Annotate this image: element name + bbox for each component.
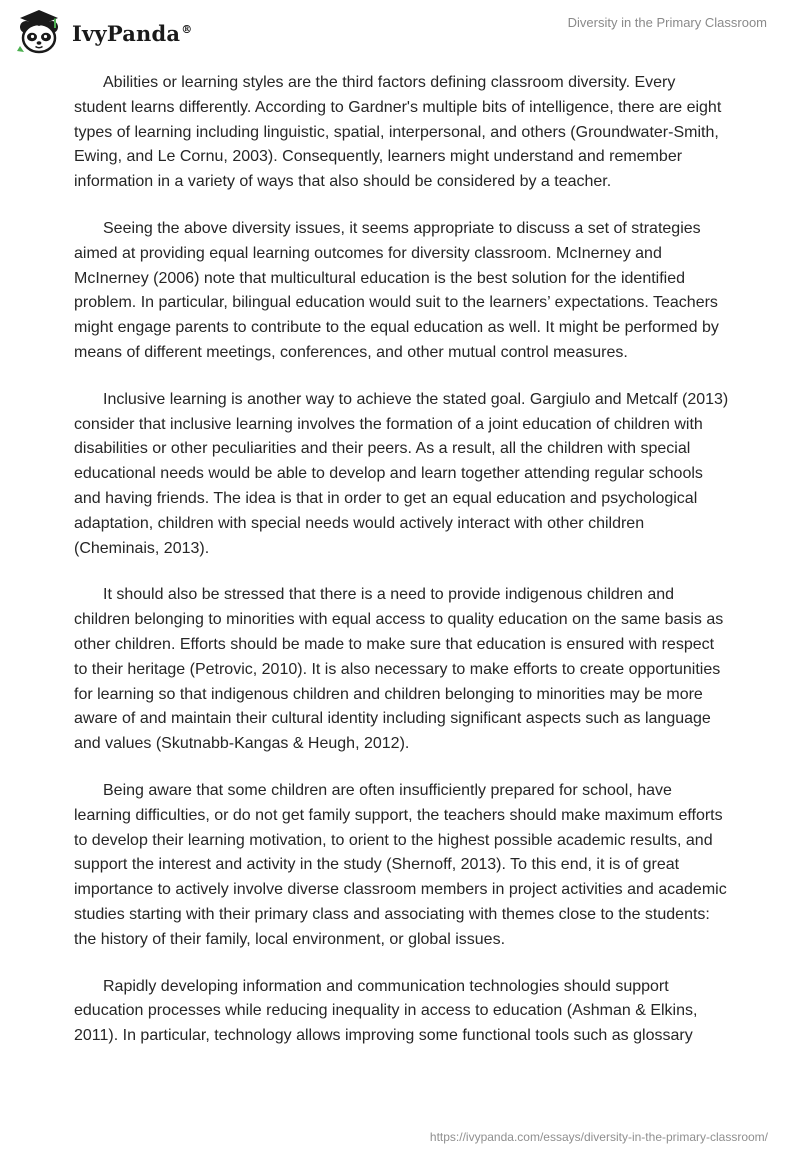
essay-body	[74, 71, 730, 1071]
page-header	[0, 0, 800, 64]
paragraph: Being aware that some children are often insufficiently prepared for school, have learning difficulties, or do not get family support, the teachers should make maximum efforts to develop their learning motivation, to orient to the highest possible academic results, and support the interest and activity in the study (Shernoff, 2013). To this end, it is of great importance to actively involve diverse classroom members in project activities and academic studies starting with their primary class and associating with themes close to the students: the history of their family, local environment, or global issues.	[74, 781, 727, 948]
brand-logo[interactable]	[14, 8, 192, 56]
panda-graduate-logo-icon	[14, 8, 64, 56]
document-title: Diversity in the Primary Classroom	[567, 15, 767, 30]
source-url-link[interactable]: https://ivypanda.com/essays/diversity-in-the-primary-classroom/	[429, 1130, 768, 1144]
paragraph: Abilities or learning styles are the third factors defining classroom diversity. Every student learns differently. According to Gardner's multiple bits of intelligence, there are eight types of learning including linguistic, spatial, interpersonal, and others (Groundwater-Smith, Ewing, and Le Cornu, 2003). Consequently, learners might understand and remember information in a variety of ways that also should be considered by a teacher.	[74, 74, 722, 191]
paragraph: Inclusive learning is another way to achieve the stated goal. Gargiulo and Metcalf (2013) consider that inclusive learning involves the formation of a joint education of children with disabilities or other peculiarities and their peers. As a result, all the children with special educational needs would be able to develop and learn together attending regular schools and having friends. The idea is that in order to get an equal education and psychological adaptation, children with special needs would actively interact with other children (Cheminais, 2013).	[74, 390, 729, 557]
paragraph: It should also be stressed that there is a need to provide indigenous children and children belonging to minorities with equal access to quality education on the same basis as other children. Efforts should be made to make sure that education is ensured with respect to their heritage (Petrovic, 2010). It is also necessary to make efforts to create opportunities for learning so that indigenous children and children belonging to minorities may be more aware of and maintain their cultural identity including significant aspects such as language and values (Skutnabb-Kangas & Heugh, 2012).	[74, 586, 724, 753]
paragraph: Seeing the above diversity issues, it seems appropriate to discuss a set of strategies aimed at providing equal learning outcomes for diversity classroom. McInerney and McInerney (2006) note that multicultural education is the best solution for the identified problem. In particular, bilingual education would suit to the learners’ expectations. Teachers might engage parents to contribute to the equal education as well. It might be performed by means of different meetings, conferences, and other mutual control measures.	[74, 219, 719, 361]
registered-mark: ®	[181, 22, 193, 36]
brand-name: IvyPanda®	[72, 20, 193, 46]
paragraph: Rapidly developing information and communication technologies should support education processes while reducing inequality in access to education (Ashman & Elkins, 2011). In particular, technology allows improving some functional tools such as glossary	[74, 977, 698, 1045]
